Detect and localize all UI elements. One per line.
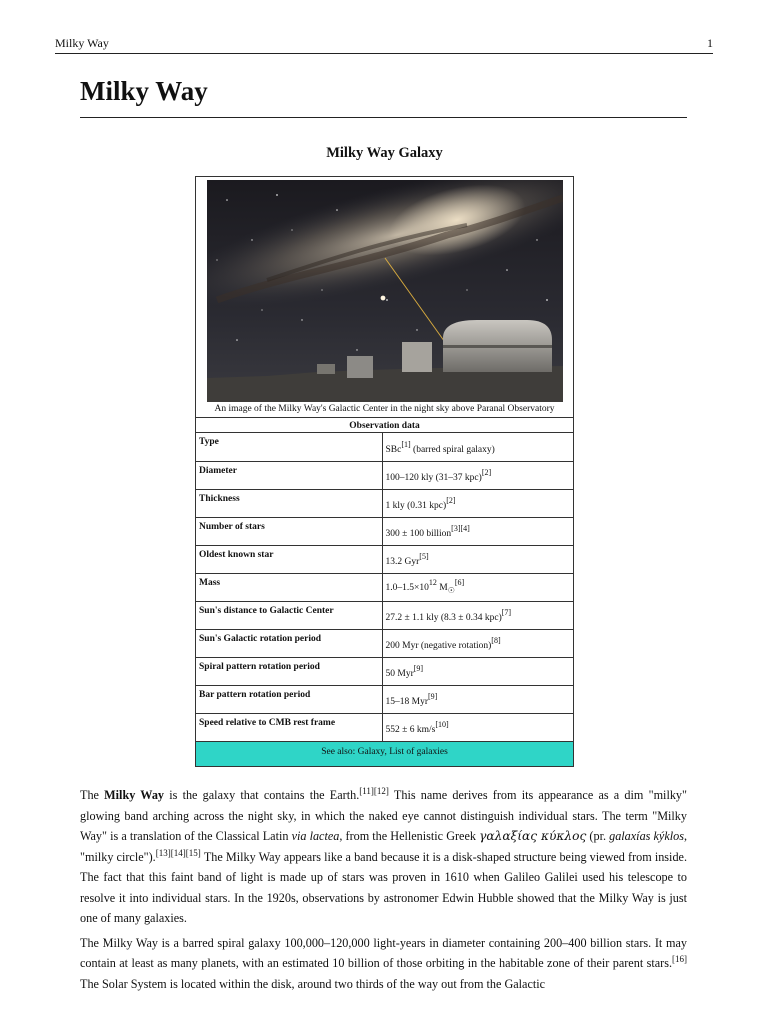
citation[interactable]: [6]: [454, 577, 465, 587]
row-value: [382, 545, 573, 573]
running-header: [55, 36, 713, 54]
citation[interactable]: [2]: [446, 495, 456, 505]
row-label: Spiral pattern rotation period: [196, 657, 382, 685]
row-label: Oldest known star: [196, 545, 382, 573]
infobox-row: [196, 489, 573, 517]
value-part: 50 Myr: [385, 668, 414, 679]
infobox-row: [196, 573, 573, 601]
value-part: 1.0–1.5×10: [385, 582, 429, 593]
row-label: Diameter: [196, 461, 382, 489]
value-part: 15–18 Myr: [385, 696, 428, 707]
infobox-row: [196, 601, 573, 629]
infobox: [195, 176, 574, 767]
paragraph-2: The Milky Way is a barred spiral galaxy 100,000–120,000 light-years in diameter containing 200–400 billion stars. It may contain at least as many planets, with an estimated 10 billion of those orbiting in the habitable zone of their parent stars.[16] The Solar System is located within the disk, around two thirds of the way out from the Galactic: [80, 935, 687, 991]
value-part: SBc: [385, 444, 402, 455]
infobox-row: [196, 713, 573, 741]
infobox-row: [196, 629, 573, 657]
row-value: [382, 517, 573, 545]
citation[interactable]: [1]: [401, 439, 411, 449]
value-part: 100–120 kly (31–37 kpc): [385, 472, 482, 483]
article-body: [80, 785, 687, 998]
citation[interactable]: [9]: [428, 691, 438, 701]
row-value: [382, 713, 573, 741]
value-part: 1 kly (0.31 kpc): [385, 500, 447, 511]
infobox-row: [196, 433, 573, 461]
value-part: 13.2 Gyr: [385, 556, 420, 567]
citation[interactable]: [16]: [672, 954, 687, 964]
citation[interactable]: [9]: [413, 663, 424, 673]
citation[interactable]: [5]: [419, 551, 429, 561]
citation[interactable]: [11][12]: [359, 786, 389, 796]
running-title: Milky Way: [55, 36, 109, 50]
row-value: [382, 461, 573, 489]
citation[interactable]: [10]: [435, 719, 449, 729]
title-rule: [80, 117, 687, 118]
value-part: 200 Myr (negative rotation): [385, 640, 492, 651]
value-part: 300 ± 100 billion: [385, 528, 452, 539]
infobox-row: [196, 517, 573, 545]
infobox-row: [196, 685, 573, 713]
paragraph-1: The Milky Way is the galaxy that contains the Earth.[11][12] This name derives from its appearance as a dim "milky" glowing band arching across the night sky, in which the naked eye cannot distinguish individual stars. The term "Milky Way" is a translation of the Classical Latin via lactea, from the Hellenistic Greek γαλαξίας κύκλος (pr. galaxías kýklos, "milky circle").[13][14][15] The Milky Way appears like a band because it is a disk-shaped structure being viewed from inside. The fact that this faint band of light is made up of stars was proven in 1610 when Galileo Galilei used his telescope to resolve it into individual stars. In the 1920s, observations by astronomer Edwin Hubble showed that the Milky Way is just one of many galaxies.: [80, 786, 688, 925]
citation[interactable]: [13][14][15]: [155, 847, 201, 858]
value-part: ☉: [447, 585, 455, 595]
value-part: 12: [428, 577, 437, 587]
row-value: [382, 433, 573, 461]
infobox-row: [196, 545, 573, 573]
row-value: [382, 489, 573, 517]
row-label: Mass: [196, 573, 382, 601]
milky-way-photo: [207, 180, 563, 402]
row-label: Sun's Galactic rotation period: [196, 629, 382, 657]
row-label: Bar pattern rotation period: [196, 685, 382, 713]
value-part: (barred spiral galaxy): [410, 444, 495, 455]
citation[interactable]: [3][4]: [451, 523, 470, 533]
infobox-title: Milky Way Galaxy: [326, 145, 443, 161]
value-part: M: [436, 582, 448, 593]
row-value: [382, 629, 573, 657]
infobox-row: [196, 657, 573, 685]
page-title: Milky Way: [80, 76, 208, 106]
value-part: 27.2 ± 1.1 kly (8.3 ± 0.34 kpc): [385, 612, 502, 623]
citation[interactable]: [7]: [501, 607, 512, 617]
photo-caption: An image of the Milky Way's Galactic Center in the night sky above Paranal Observatory: [196, 402, 573, 418]
row-value: [382, 657, 573, 685]
observation-table: [196, 433, 573, 742]
bold-term: Milky Way: [104, 788, 165, 802]
row-label: Type: [196, 433, 382, 461]
value-part: 552 ± 6 km/s: [385, 724, 436, 735]
row-value: [382, 685, 573, 713]
see-also-bar: See also: Galaxy, List of galaxies: [196, 742, 573, 766]
row-label: Sun's distance to Galactic Center: [196, 601, 382, 629]
row-label: Speed relative to CMB rest frame: [196, 713, 382, 741]
row-value: [382, 573, 573, 601]
row-label: Number of stars: [196, 517, 382, 545]
infobox-row: [196, 461, 573, 489]
row-label: Thickness: [196, 489, 382, 517]
citation[interactable]: [8]: [491, 635, 501, 645]
citation[interactable]: [2]: [481, 467, 492, 477]
row-value: [382, 601, 573, 629]
observation-data-heading: Observation data: [196, 418, 573, 433]
page-number: 1: [707, 36, 713, 50]
photo-cell: [196, 177, 573, 402]
